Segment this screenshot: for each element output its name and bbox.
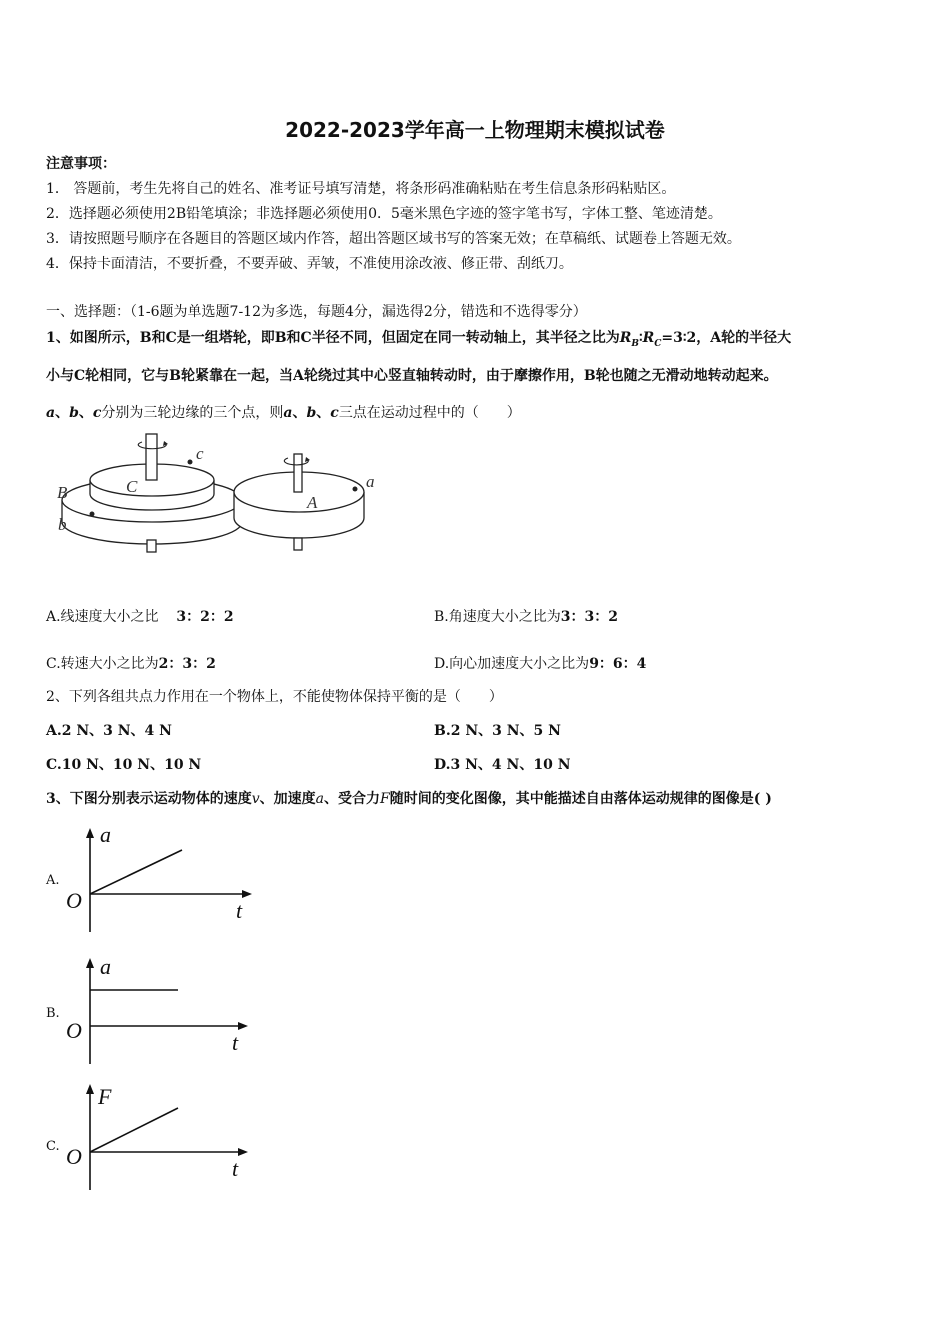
q1-mid: 分别为三轮边缘的三个点，则 — [101, 405, 284, 421]
label-A: A — [307, 493, 318, 512]
point-a — [353, 487, 358, 492]
arrowhead-a — [305, 457, 310, 462]
q1-rb: R — [619, 330, 632, 346]
notice-item-3: 3．请按照题号顺序在各题目的答题区域内作答，超出答题区域书写的答案无效；在草稿纸、试题卷上答题无效。 — [46, 231, 741, 247]
q2-option-a[interactable]: A.2 N、3 N、4 N — [46, 723, 172, 739]
q3-stem-part: 随时间的变化图像，其中能描述自由落体运动规律的图像是( ) — [389, 791, 772, 807]
q3-symbol-a: a — [315, 791, 325, 807]
x-arrow — [242, 890, 252, 898]
origin-label: O — [66, 1144, 82, 1169]
origin-label: O — [66, 888, 82, 913]
y-label: a — [100, 826, 111, 847]
origin-label: O — [66, 1018, 82, 1043]
notice-heading: 注意事项： — [46, 156, 116, 172]
q1-a: a — [46, 405, 56, 421]
option-label: D.向心加速度大小之比为 — [434, 656, 590, 672]
x-arrow — [238, 1148, 248, 1156]
notice-item-4: 4．保持卡面清洁，不要折叠，不要弄破、弄皱，不准使用涂改液、修正带、刮纸刀。 — [46, 256, 573, 272]
q1-sep: 、 — [55, 405, 70, 421]
q1-line1-post: =3∶2，A轮的半径大 — [661, 330, 792, 346]
q1-b: b — [69, 405, 79, 421]
q1-end: 三点在运动过程中的（ ） — [338, 405, 521, 421]
y-arrow — [86, 958, 94, 968]
option-value: 3：2：2 — [176, 609, 234, 625]
option-value: 2：3：2 — [158, 656, 216, 672]
label-B: B — [57, 483, 68, 502]
label-C: C — [126, 477, 138, 496]
y-arrow — [86, 828, 94, 838]
x-label: t — [232, 1030, 239, 1055]
q1-line-1 — [46, 327, 791, 349]
q2-option-b[interactable]: B.2 N、3 N、5 N — [434, 723, 561, 739]
graph-line — [90, 1108, 178, 1152]
y-arrow — [86, 1084, 94, 1094]
shaft-a-bottom — [294, 538, 302, 550]
notice-item-2: 2．选择题必须使用2B铅笔填涂；非选择题必须使用0．5毫米黑色字迹的签字笔书写，字体工整、笔迹清楚。 — [46, 206, 722, 222]
q3-option-a-label[interactable]: A. — [46, 873, 60, 888]
q1-colon: ∶ — [638, 330, 643, 346]
q1-c: c — [92, 405, 102, 421]
q3-option-b-label[interactable]: B. — [46, 1006, 60, 1021]
q2-option-d[interactable]: D.3 N、4 N、10 N — [434, 757, 571, 773]
q1-b2: b — [306, 405, 317, 421]
q1-sep: 、 — [316, 405, 331, 421]
section-heading: 一、选择题：（1-6题为单选题7-12为多选，每题4分，漏选得2分，错选和不选得零分） — [46, 304, 587, 320]
option-value: 3：3：2 — [560, 609, 618, 625]
q1-option-c[interactable] — [46, 653, 216, 673]
label-b: b — [58, 515, 67, 534]
q3-option-c-label[interactable]: C. — [46, 1139, 60, 1154]
q3-symbol-f: F — [380, 791, 390, 807]
q1-sep: 、 — [292, 405, 307, 421]
option-value: 9：6：4 — [589, 656, 647, 672]
q1-line1-pre: 1、如图所示，B和C是一组塔轮，即B和C半径不同，但固定在同一转动轴上，其半径之比为 — [46, 330, 620, 346]
q1-rc-sub: C — [654, 338, 662, 349]
point-b — [90, 512, 95, 517]
point-c — [188, 460, 193, 465]
q3-graph-a — [62, 826, 262, 934]
x-arrow — [238, 1022, 248, 1030]
page-title: 2022-2023学年高一上物理期末模拟试卷 — [285, 118, 665, 142]
x-label: t — [232, 1156, 239, 1181]
option-label: C.转速大小之比为 — [46, 656, 159, 672]
y-label: a — [100, 956, 111, 979]
shaft-bc-bottom — [147, 540, 156, 552]
q1-option-b[interactable] — [434, 606, 618, 626]
q3-symbol-v: v — [251, 791, 260, 807]
y-label: F — [98, 1084, 112, 1109]
q1-rb-sub: B — [631, 338, 639, 349]
q1-a2: a — [283, 405, 293, 421]
q1-line-2: 小与C轮相同，它与B轮紧靠在一起，当A轮绕过其中心竖直轴转动时，由于摩擦作用，B轮也随之无滑动地转动起来。 — [46, 368, 778, 384]
label-c: c — [196, 444, 204, 463]
q3-stem — [46, 788, 772, 808]
q1-option-d[interactable] — [434, 653, 646, 673]
q3-graph-b — [62, 956, 262, 1066]
q3-stem-part: 3、下图分别表示运动物体的速度 — [46, 791, 252, 807]
q1-sep: 、 — [78, 405, 93, 421]
q2-stem: 2、下列各组共点力作用在一个物体上，不能使物体保持平衡的是（ ） — [46, 689, 503, 705]
option-label: B.角速度大小之比为 — [434, 609, 561, 625]
x-label: t — [236, 898, 243, 923]
q2-option-c[interactable]: C.10 N、10 N、10 N — [46, 757, 202, 773]
q3-stem-part: 、加速度 — [259, 791, 316, 807]
graph-line — [90, 850, 182, 894]
q3-stem-part: 、受合力 — [324, 791, 381, 807]
q3-graph-c — [62, 1082, 262, 1192]
label-a: a — [366, 472, 375, 491]
q1-option-a[interactable] — [46, 606, 234, 626]
notice-item-1: 1． 答题前，考生先将自己的姓名、准考证号填写清楚，将条形码准确粘贴在考生信息条形码粘贴区。 — [46, 181, 676, 197]
q1-rc: R — [642, 330, 655, 346]
q1-line-3 — [46, 402, 521, 422]
pulley-figure — [52, 432, 382, 558]
shaft-a — [294, 454, 302, 492]
option-label: A.线速度大小之比 — [46, 609, 159, 625]
shaft-bc — [146, 434, 157, 480]
q1-c2: c — [330, 405, 339, 421]
